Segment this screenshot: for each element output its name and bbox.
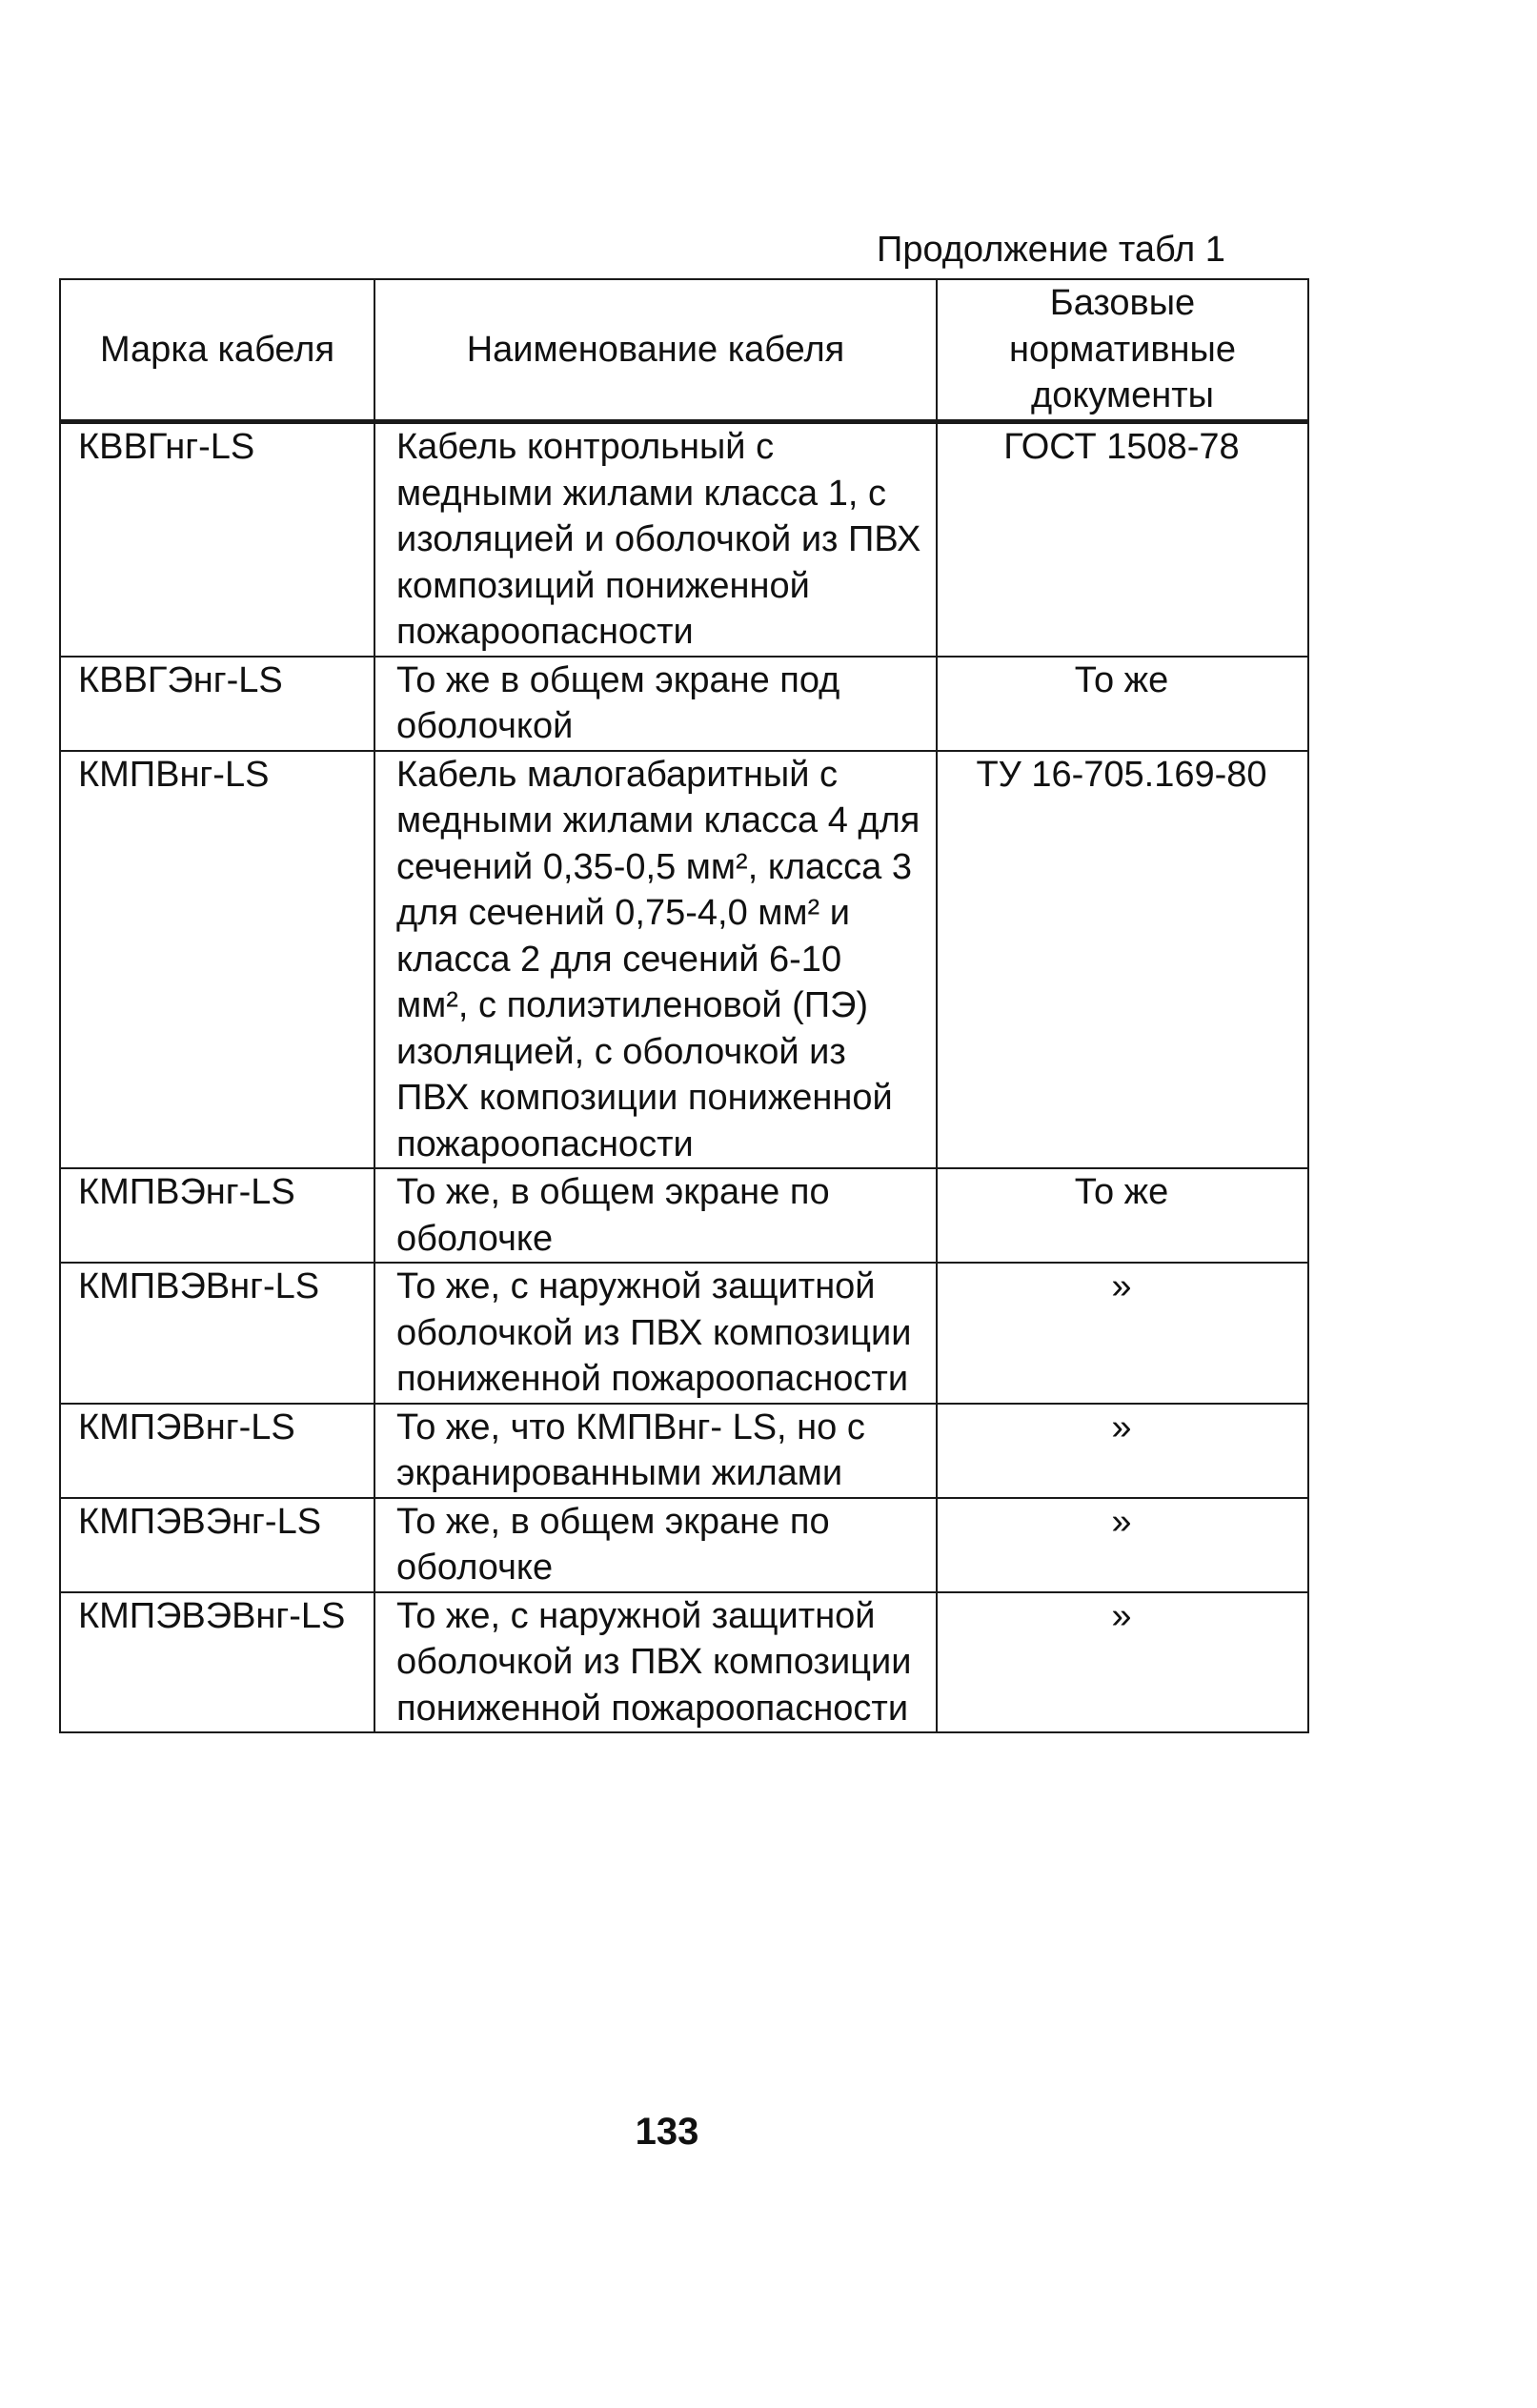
cable-table	[59, 278, 1309, 1733]
cell-name: Кабель малогабаритный с медными жилами класса 4 для сечений 0,35-0,5 мм², класса 3 для сечений 0,75-4,0 мм² и класса 2 для сечений 6-10 мм², с полиэтиленовой (ПЭ) изоляцией, с оболочкой из ПВХ композиции пониженной пожароопасности	[374, 751, 937, 1169]
cell-brand: КМПВнг-LS	[60, 751, 374, 1169]
cell-name: То же, в общем экране по оболочке	[374, 1168, 937, 1263]
cell-name: То же в общем экране под оболочкой	[374, 657, 937, 751]
table-row	[60, 751, 1308, 1169]
cell-brand: КМПВЭнг-LS	[60, 1168, 374, 1263]
table-row	[60, 1404, 1308, 1498]
cell-brand: КВВГнг-LS	[60, 422, 374, 657]
cell-brand: КВВГЭнг-LS	[60, 657, 374, 751]
cell-doc: ТУ 16-705.169-80	[937, 751, 1308, 1169]
cell-brand: КМПЭВЭнг-LS	[60, 1498, 374, 1592]
cell-name: То же, в общем экране по оболочке	[374, 1498, 937, 1592]
cell-doc: То же	[937, 1168, 1308, 1263]
cell-doc: ГОСТ 1508-78	[937, 422, 1308, 657]
table-row	[60, 422, 1308, 657]
table-row	[60, 1263, 1308, 1404]
page-number: 133	[635, 2111, 699, 2153]
cell-brand: КМПВЭВнг-LS	[60, 1263, 374, 1404]
cell-name: То же, с наружной защитной оболочкой из ПВХ композиции пониженной пожароопасности	[374, 1592, 937, 1733]
cell-doc: »	[937, 1404, 1308, 1498]
cell-name: Кабель контрольный с медными жилами класса 1, с изоляцией и оболочкой из ПВХ композиций пониженной пожароопасности	[374, 422, 937, 657]
table-row	[60, 1168, 1308, 1263]
table-caption: Продолжение табл 1	[877, 230, 1225, 270]
table-header	[60, 279, 1308, 422]
table-row	[60, 1592, 1308, 1733]
cell-doc: »	[937, 1592, 1308, 1733]
cell-name: То же, с наружной защитной оболочкой из ПВХ композиции пониженной пожароопасности	[374, 1263, 937, 1404]
cell-brand: КМПЭВнг-LS	[60, 1404, 374, 1498]
table-row	[60, 1498, 1308, 1592]
table-row	[60, 657, 1308, 751]
header-brand: Марка кабеля	[60, 279, 374, 422]
cell-doc: То же	[937, 657, 1308, 751]
cell-brand: КМПЭВЭВнг-LS	[60, 1592, 374, 1733]
header-documents: Базовые нормативные документы	[937, 279, 1308, 422]
header-name: Наименование кабеля	[374, 279, 937, 422]
cell-doc: »	[937, 1263, 1308, 1404]
cell-doc: »	[937, 1498, 1308, 1592]
cell-name: То же, что КМПВнг- LS, но с экранированными жилами	[374, 1404, 937, 1498]
